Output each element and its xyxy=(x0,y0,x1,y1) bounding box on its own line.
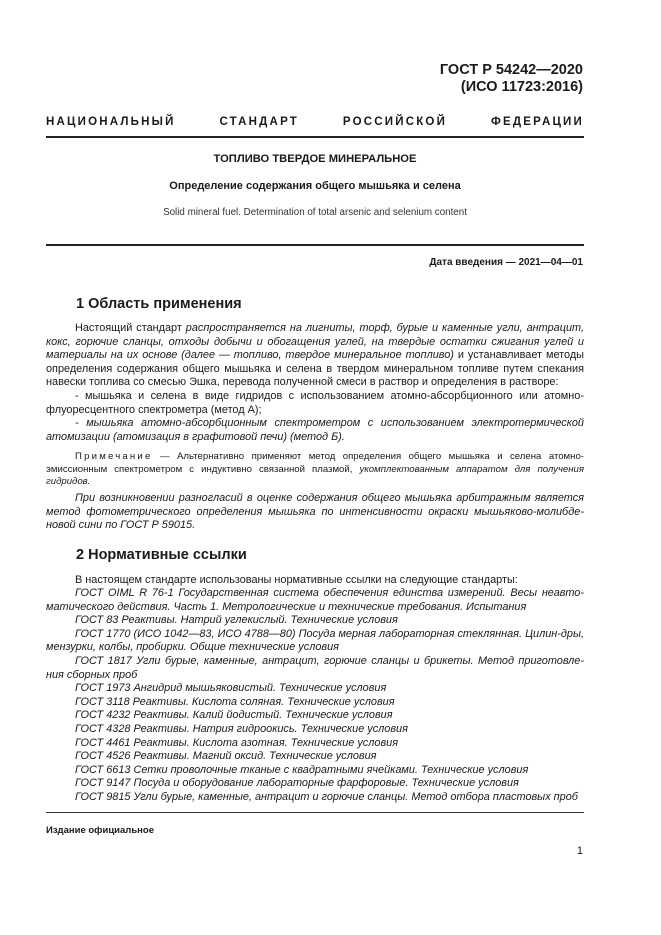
english-title: Solid mineral fuel. Determination of total arsenic and selenium content xyxy=(163,207,467,218)
banner-word: ФЕДЕРАЦИИ xyxy=(490,116,584,128)
reference-text: ГОСТ 1973 Ангидрид мышьяковистый. Технические условия xyxy=(75,682,387,695)
banner-word: НАЦИОНАЛЬНЫЙ xyxy=(46,116,176,128)
standard-code-line2: (ИСО 11723:2016) xyxy=(460,79,583,95)
section1-paragraph xyxy=(46,322,584,390)
document-title: ТОПЛИВО ТВЕРДОЕ МИНЕРАЛЬНОЕ xyxy=(213,153,417,165)
list-item xyxy=(46,682,584,696)
list-item xyxy=(46,628,584,655)
list-item xyxy=(46,791,584,805)
list-item xyxy=(46,709,584,723)
title-divider xyxy=(46,244,584,246)
edition-label: Издание официальное xyxy=(46,825,154,836)
method-a-item: - мышьяка и селена в виде гидридов с использованием атомно-абсорбционного или атомно-флуоресцентного спектрометра (метод А); xyxy=(46,390,584,416)
reference-text: ГОСТ 4232 Реактивы. Калий йодистый. Технические условия xyxy=(75,709,393,722)
document-subtitle: Определение содержания общего мышьяка и селена xyxy=(169,180,461,192)
standard-code xyxy=(440,62,583,96)
method-b-item xyxy=(46,417,584,444)
note-paragraph xyxy=(46,451,584,489)
reference-text: ГОСТ 4328 Реактивы. Натрия гидроокись. Технические условия xyxy=(75,722,408,735)
reference-text: ГОСТ 9815 Угли бурые, каменные, антрацит и горючие сланцы. Метод отбора пластовых проб xyxy=(75,790,578,803)
list-item xyxy=(46,764,584,778)
reference-text: ГОСТ 9147 Посуда и оборудование лабораторные фарфоровые. Технические условия xyxy=(75,777,519,790)
p1-italic: распространяется на лигниты, торф, бурые и каменные угли, антрацит, кокс, горючие сланцы, отходы добычи и обогащения углей, на твердые остатки сжигания углей и материалы на их основе (далее — топливо, твердое минеральное топливо) xyxy=(46,322,584,362)
reference-text: ГОСТ 4461 Реактивы. Кислота азотная. Технические условия xyxy=(75,736,399,749)
national-standard-banner xyxy=(46,116,584,128)
arbitration-paragraph xyxy=(46,492,584,533)
banner-word: СТАНДАРТ xyxy=(219,116,300,128)
list-item xyxy=(46,737,584,751)
reference-text: ГОСТ 83 Реактивы. Натрий углекислый. Технические условия xyxy=(75,614,398,627)
list-item xyxy=(46,655,584,682)
banner-word: РОССИЙСКОЙ xyxy=(342,116,448,128)
list-item xyxy=(46,696,584,710)
page-number: 1 xyxy=(576,845,583,857)
list-item xyxy=(46,750,584,764)
p1-text-end: и устанавливает методы определения содержания общего мышьяка и селена в твердом минеральном топливе путем спекания навески топлива со смесью Эшка, перевода полученной смеси в раствор и определения в растворе: xyxy=(46,349,584,389)
standard-code-line1: ГОСТ Р 54242—2020 xyxy=(439,62,583,78)
list-item xyxy=(46,723,584,737)
note-label: Примечание xyxy=(75,451,153,462)
references-list xyxy=(46,587,584,805)
list-item xyxy=(46,614,584,628)
intro-date: Дата введения — 2021—04—01 xyxy=(429,257,583,268)
note-text: — Альтернативно применяют метод определения общего мышьяка и селена атомно-эмиссионным спектрометром с индуктивно связанной плазмой, xyxy=(46,451,584,475)
note-italic: укомплектованным аппаратом для получения гидридов. xyxy=(46,463,584,488)
footer-divider xyxy=(46,812,584,813)
list-item xyxy=(46,587,584,614)
reference-text: ГОСТ 3118 Реактивы. Кислота соляная. Технические условия xyxy=(75,695,395,708)
arbitration-text: При возникновении разногласий в оценке содержания общего мышьяка арбитражным является метод фотометрического определения мышьяка по интенсивности окраски мышьяково-молибде-новой сини по ГОСТ Р 59015. xyxy=(46,492,584,532)
reference-text: ГОСТ OIML R 76-1 Государственная система обеспечения единства измерений. Весы неавто-матического действия. Часть 1. Метрологические и технические требования. Испытания xyxy=(46,587,584,613)
section1-heading: 1 Область применения xyxy=(76,296,242,312)
reference-text: ГОСТ 1817 Угли бурые, каменные, антрацит, горючие сланцы и брикеты. Метод приготовле-ния сборных проб xyxy=(46,654,584,681)
header-divider xyxy=(46,136,584,138)
section2-heading: 2 Нормативные ссылки xyxy=(76,547,247,563)
reference-text: ГОСТ 4526 Реактивы. Магний оксид. Технические условия xyxy=(75,750,377,763)
list-item xyxy=(46,777,584,791)
reference-text: ГОСТ 1770 (ИСО 1042—83, ИСО 4788—80) Посуда мерная лабораторная стеклянная. Цилин-дры, мензурки, колбы, пробирки. Общие технические условия xyxy=(46,627,584,654)
references-intro: В настоящем стандарте использованы нормативные ссылки на следующие стандарты: xyxy=(75,574,518,586)
reference-text: ГОСТ 6613 Сетки проволочные тканые с квадратными ячейками. Технические условия xyxy=(75,763,529,776)
method-b-text: - мышьяка атомно-абсорбционным спектрометром с использованием электротермической атомизации (атомизация в графитовой печи) (метод Б). xyxy=(46,417,584,443)
p1-text: Настоящий стандарт xyxy=(75,322,186,334)
